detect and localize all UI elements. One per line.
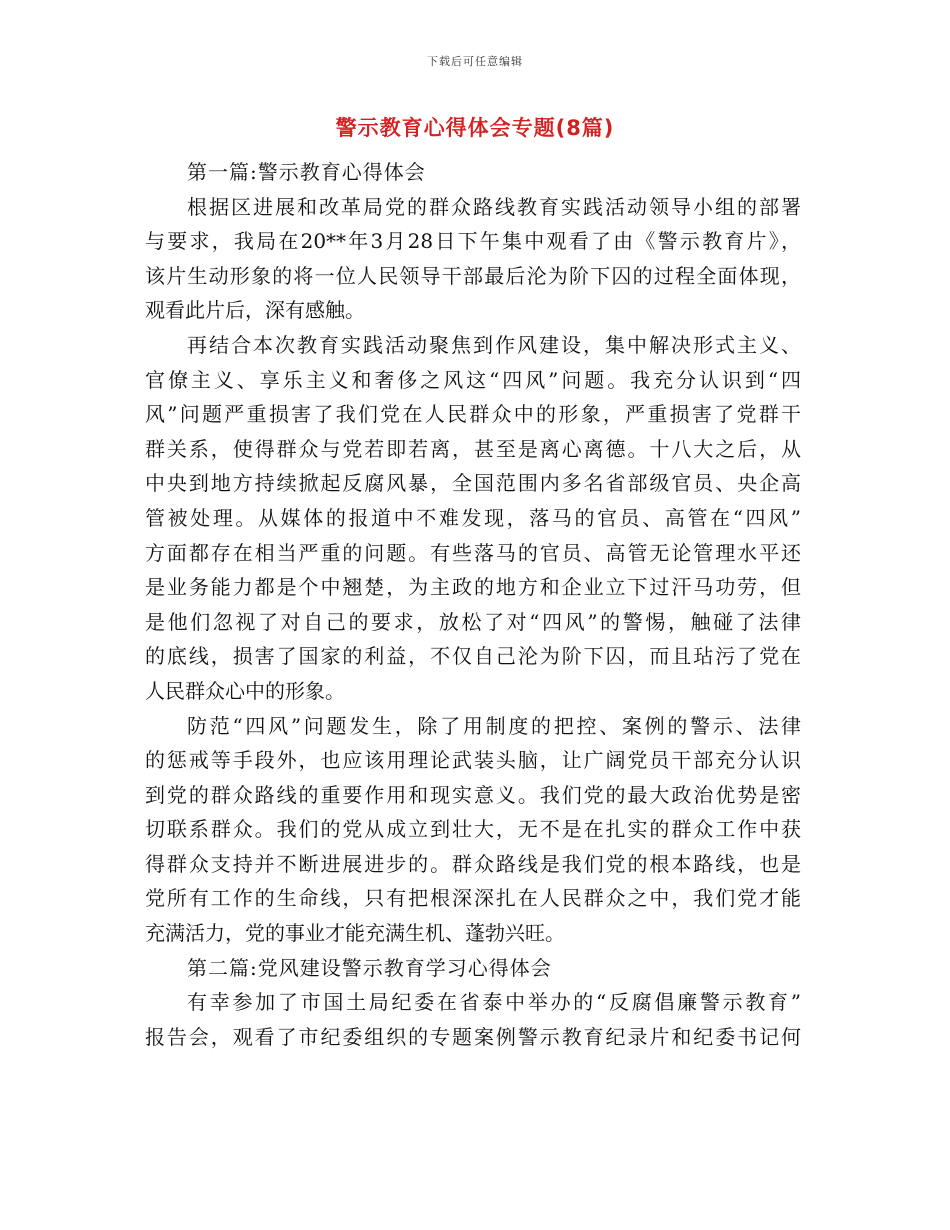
text-line: 充满活力，党的事业才能充满生机、蓬勃兴旺。 <box>145 921 565 946</box>
section-heading: 第二篇:党风建设警示教育学习心得体会 <box>187 955 552 980</box>
text-line: 是他们忽视了对自己的要求，放松了对“四风”的警惕，触碰了法律 <box>145 609 801 634</box>
text-line: 得群众支持并不断进展进步的。群众路线是我们党的根本路线，也是 <box>145 851 801 876</box>
text-line: 中央到地方持续掀起反腐风暴，全国范围内多名省部级官员、央企高 <box>145 471 801 496</box>
text-line: 切联系群众。我们的党从成立到壮大，无不是在扎实的群众工作中获 <box>145 817 801 842</box>
text-line: 观看此片后，深有感触。 <box>145 298 365 323</box>
text-line: 管被处理。从媒体的报道中不难发现，落马的官员、高管在“四风” <box>145 505 801 530</box>
text-line: 再结合本次教育实践活动聚焦到作风建设，集中解决形式主义、 <box>187 332 801 357</box>
text-line: 的惩戒等手段外，也应该用理论武装头脑，让广阔党员干部充分认识 <box>145 748 801 773</box>
text-line: 官僚主义、享乐主义和奢侈之风这“四风”问题。我充分认识到“四 <box>145 367 801 392</box>
text-line: 是业务能力都是个中翘楚，为主政的地方和企业立下过汗马功劳，但 <box>145 575 801 600</box>
section-heading: 第一篇:警示教育心得体会 <box>187 160 426 184</box>
text-line: 防范“四风”问题发生，除了用制度的把控、案例的警示、法律 <box>187 713 801 738</box>
text-line: 与要求，我局在20**年3月28日下午集中观看了由《警示教育片》， <box>145 229 801 254</box>
text-line: 到党的群众路线的重要作用和现实意义。我们党的最大政治优势是密 <box>145 782 801 807</box>
text-line: 人民群众心中的形象。 <box>145 678 345 703</box>
document-title: 警示教育心得体会专题(8篇) <box>335 116 615 140</box>
text-line: 报告会，观看了市纪委组织的专题案例警示教育纪录片和纪委书记何 <box>145 1024 801 1049</box>
text-line: 的底线，损害了国家的利益，不仅自己沦为阶下囚，而且玷污了党在 <box>145 644 801 669</box>
text-line: 有幸参加了市国土局纪委在省泰中举办的“反腐倡廉警示教育” <box>187 990 801 1015</box>
header-note: 下载后可任意编辑 <box>427 55 523 68</box>
text-line: 方面都存在相当严重的问题。有些落马的官员、高管无论管理水平还 <box>145 540 801 565</box>
text-line: 根据区进展和改革局党的群众路线教育实践活动领导小组的部署 <box>187 194 801 219</box>
document-body <box>145 155 801 1054</box>
text-line: 群关系，使得群众与党若即若离，甚至是离心离德。十八大之后，从 <box>145 436 801 461</box>
text-line: 风”问题严重损害了我们党在人民群众中的形象，严重损害了党群干 <box>145 402 801 427</box>
text-line: 该片生动形象的将一位人民领导干部最后沦为阶下囚的过程全面体现， <box>145 263 801 288</box>
text-line: 党所有工作的生命线，只有把根深深扎在人民群众之中，我们党才能 <box>145 886 801 911</box>
